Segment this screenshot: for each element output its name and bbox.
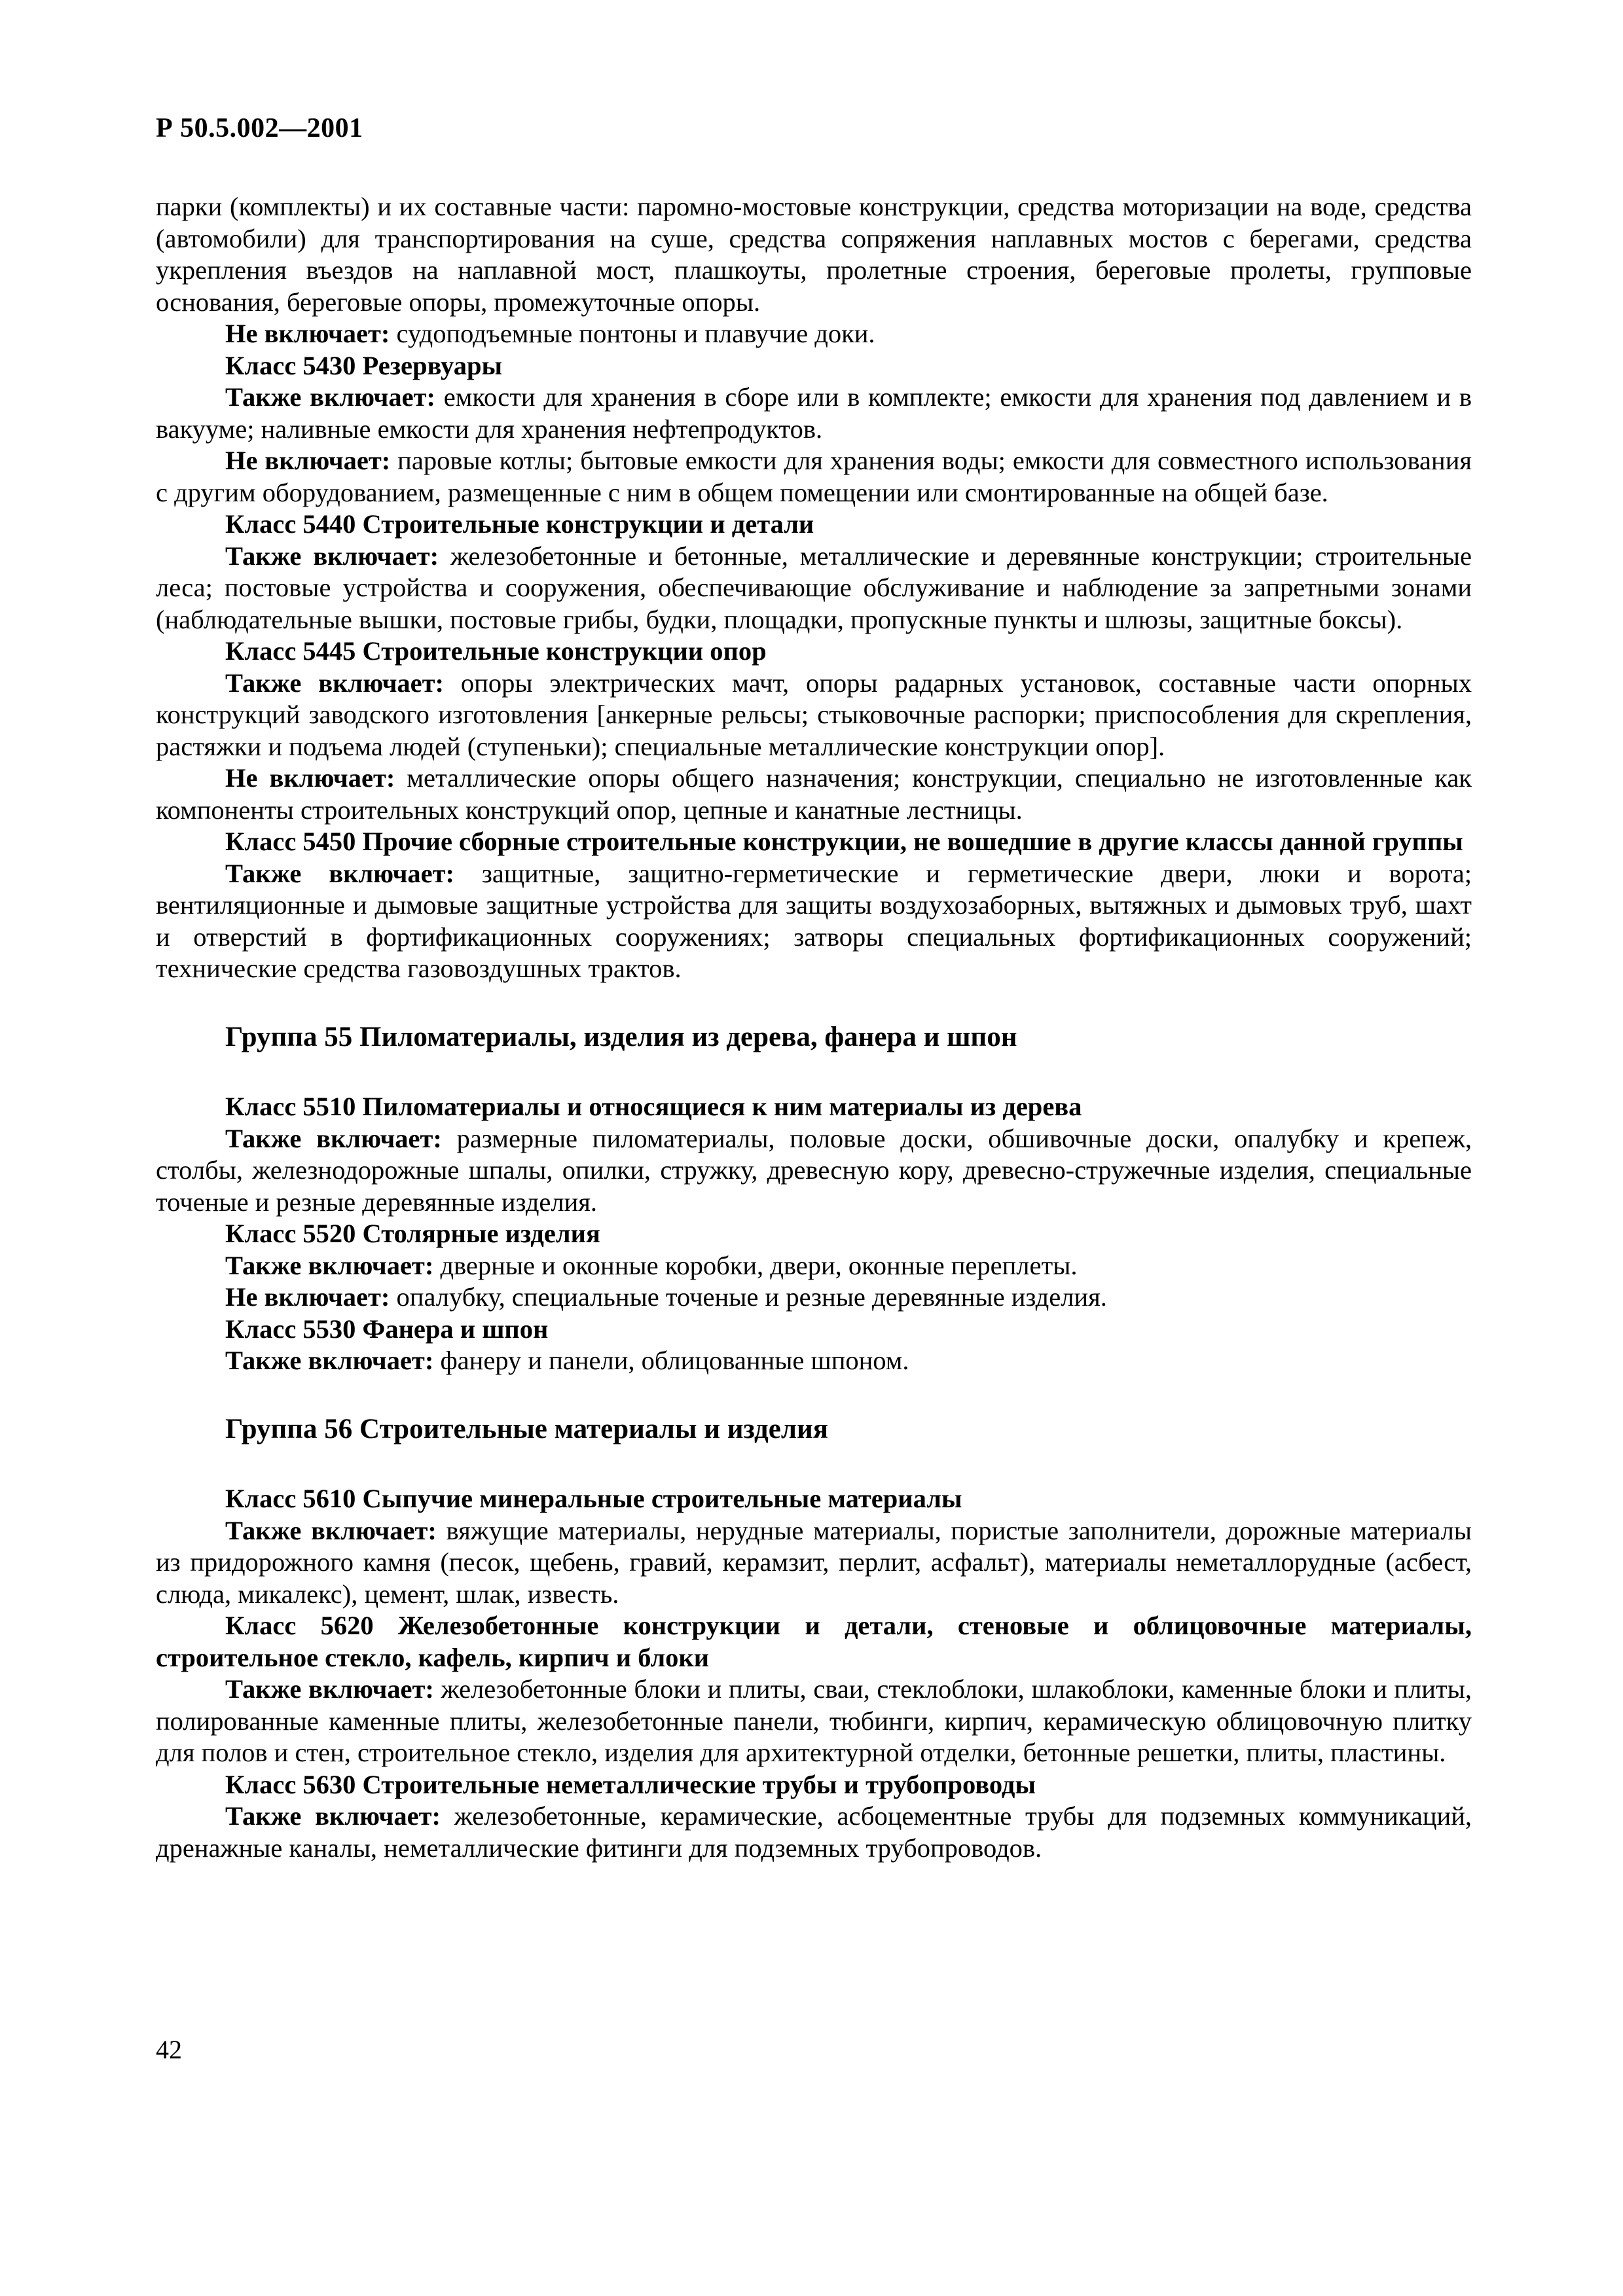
body-paragraph: [156, 858, 1472, 985]
class-heading: Класс 5450 Прочие сборные строительные конструкции, не вошедшие в другие классы данной группы: [225, 827, 1463, 856]
body-paragraph: [156, 1801, 1472, 1864]
class-heading: Класс 5630 Строительные неметаллические трубы и трубопроводы: [225, 1769, 1036, 1799]
paragraph-text: дверные и оконные коробки, двери, оконные переплеты.: [433, 1250, 1078, 1280]
paragraph-label: Также включает:: [225, 1250, 434, 1280]
paragraph-label: Не включает:: [225, 763, 395, 793]
body-paragraph: [156, 762, 1472, 826]
paragraph-text: железобетонные блоки и плиты, сваи, стеклоблоки, шлакоблоки, каменные блоки и плиты, полированные каменные плиты, железобетонные панели, тюбинги, кирпич, керамическую облицовочную плитку для полов и стен, строительное стекло, изделия для архитектурной отделки, бетонные решетки, плиты, пластины.: [156, 1674, 1472, 1767]
paragraph-text: железобетонные, керамические, асбоцементные трубы для подземных коммуникаций, дренажные каналы, неметаллические фитинги для подземных трубопроводов.: [156, 1801, 1472, 1863]
paragraph-label: Также включает:: [225, 541, 439, 571]
body-paragraph: [156, 382, 1472, 445]
group-heading: Группа 55 Пиломатериалы, изделия из дерева, фанера и шпон: [225, 1021, 1017, 1052]
paragraph-label: Также включает:: [225, 858, 455, 888]
class-heading: Класс 5445 Строительные конструкции опор: [225, 636, 767, 666]
paragraph-text: паровые котлы; бытовые емкости для хранения воды; емкости для совместного использования с другим оборудованием, размещенные с ним в общем помещении или смонтированные на общей базе.: [156, 446, 1472, 507]
body-paragraph: [156, 541, 1472, 636]
body-paragraph: [156, 668, 1472, 763]
body-paragraph: [156, 1345, 1472, 1377]
class-heading: Класс 5440 Строительные конструкции и детали: [225, 509, 814, 539]
paragraph-text: размерные пиломатериалы, половые доски, обшивочные доски, опалубку и крепеж, столбы, железнодорожные шпалы, опилки, стружку, древесную кору, древесно-стружечные изделия, специальные точеные и резные деревянные изделия.: [156, 1123, 1472, 1217]
paragraph-text: вяжущие материалы, нерудные материалы, пористые заполнители, дорожные материалы из придорожного камня (песок, щебень, гравий, керамзит, перлит, асфальт), материалы неметаллорудные (асбест, слюда, микалекс), цемент, шлак, известь.: [156, 1515, 1472, 1609]
class-heading: Класс 5610 Сыпучие минеральные строительные материалы: [225, 1484, 962, 1513]
paragraph-label: Не включает:: [225, 1282, 390, 1312]
page-number: 42: [156, 2035, 182, 2064]
paragraph-label: Также включает:: [225, 1801, 441, 1831]
body-paragraph: [156, 1123, 1472, 1219]
paragraph-label: Также включает:: [225, 1346, 434, 1375]
class-heading: Класс 5430 Резервуары: [225, 350, 503, 380]
paragraph-text: емкости для хранения в сборе или в комплекте; емкости для хранения под давлением и в вакууме; наливные емкости для хранения нефтепродуктов.: [156, 382, 1472, 444]
body-paragraph: [156, 191, 1472, 318]
class-heading: Класс 5510 Пиломатериалы и относящиеся к ним материалы из дерева: [225, 1092, 1082, 1121]
paragraph-label: Также включает:: [225, 668, 445, 698]
body-paragraph: [156, 1282, 1472, 1314]
paragraph-label: Также включает:: [225, 1123, 442, 1153]
paragraph-text: защитные, защитно-герметические и герметические двери, люки и ворота; вентиляционные и дымовые защитные устройства для защиты воздухозаборных, вытяжных и дымовых труб, шахт и отверстий в фортификационных сооружениях; затворы специальных фортификационных сооружений; технические средства газовоздушных трактов.: [156, 858, 1472, 983]
paragraph-text: опоры электрических мачт, опоры радарных установок, составные части опорных конструкций заводского изготовления [анкерные рельсы; стыковочные распорки; приспособления для скрепления, растяжки и подъема людей (ступеньки); специальные металлические конструкции опор].: [156, 668, 1472, 761]
document-body: [156, 191, 1472, 1864]
paragraph-text: металлические опоры общего назначения; конструкции, специально не изготовленные как компоненты строительных конструкций опор, цепные и канатные лестницы.: [156, 763, 1472, 825]
body-paragraph: [156, 318, 1472, 350]
paragraph-label: Также включает:: [225, 1674, 434, 1704]
class-heading: Класс 5530 Фанера и шпон: [225, 1314, 549, 1344]
body-paragraph: [156, 1674, 1472, 1769]
body-paragraph: [156, 1250, 1472, 1282]
body-paragraph: [156, 445, 1472, 509]
paragraph-text: опалубку, специальные точеные и резные деревянные изделия.: [390, 1282, 1107, 1312]
group-heading: Группа 56 Строительные материалы и изделия: [225, 1413, 829, 1444]
body-paragraph: [156, 1515, 1472, 1611]
paragraph-label: Также включает:: [225, 1515, 437, 1545]
paragraph-label: Не включает:: [225, 446, 391, 475]
paragraph-text: фанеру и панели, облицованные шпоном.: [433, 1346, 909, 1375]
paragraph-text: железобетонные и бетонные, металлические и деревянные конструкции; строительные леса; постовые устройства и сооружения, обеспечивающие обслуживание и наблюдение за запретными зонами (наблюдательные вышки, постовые грибы, будки, площадки, пропускные пункты и шлюзы, защитные боксы).: [156, 541, 1472, 634]
paragraph-label: Не включает:: [225, 319, 390, 348]
class-heading: Класс 5520 Столярные изделия: [225, 1219, 600, 1248]
paragraph-label: Также включает:: [225, 382, 435, 412]
class-heading: Класс 5620 Железобетонные конструкции и детали, стеновые и облицовочные материалы, строительное стекло, кафель, кирпич и блоки: [156, 1611, 1472, 1672]
document-header: Р 50.5.002—2001: [156, 113, 363, 143]
paragraph-text: судоподъемные понтоны и плавучие доки.: [390, 319, 875, 348]
paragraph-text: парки (комплекты) и их составные части: паромно-мостовые конструкции, средства моторизации на воде, средства (автомобили) для транспортирования на суше, средства сопряжения наплавных мостов с берегами, средства укрепления въездов на наплавной мост, плашкоуты, пролетные строения, береговые пролеты, групповые основания, береговые опоры, промежуточные опоры.: [156, 192, 1472, 317]
